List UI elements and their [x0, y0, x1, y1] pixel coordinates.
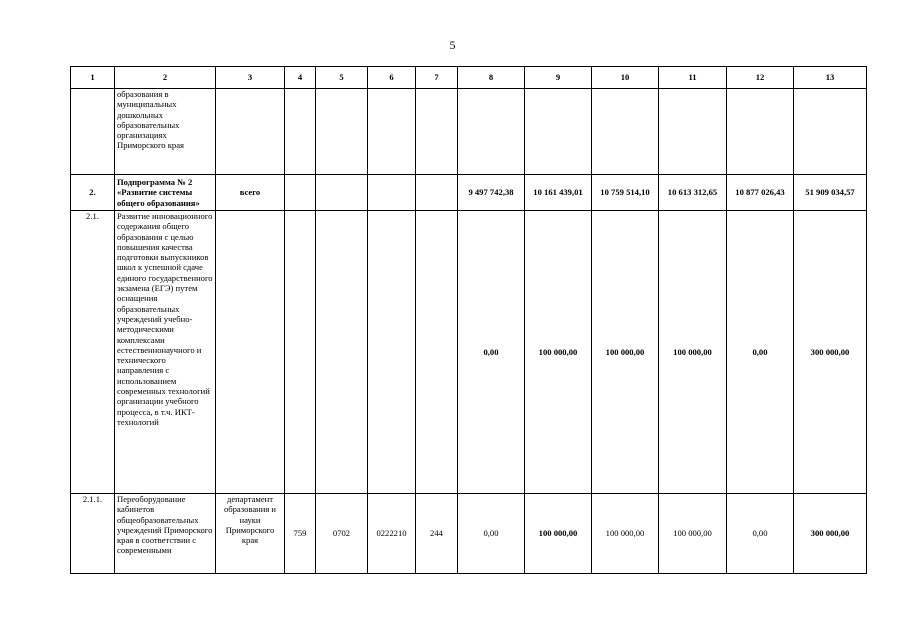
column-header: 3 — [216, 67, 285, 89]
cell-col4 — [285, 211, 316, 494]
cell-col8: 9 497 742,38 — [458, 175, 525, 211]
header-row — [71, 67, 867, 89]
cell-col8: 0,00 — [458, 211, 525, 494]
cell-col5 — [316, 175, 368, 211]
cell-col4 — [285, 89, 316, 175]
column-header: 6 — [368, 67, 416, 89]
row-name: образования в муниципальных дошкольных образовательных организациях Приморского края — [115, 89, 216, 175]
column-header: 5 — [316, 67, 368, 89]
cell-col13: 51 909 034,57 — [794, 175, 867, 211]
cell-col7: 244 — [416, 494, 458, 574]
cell-col13: 300 000,00 — [794, 494, 867, 574]
cell-col9: 100 000,00 — [525, 211, 592, 494]
column-header: 2 — [115, 67, 216, 89]
row-name: Развитие инновационного содержания общего образования с целью повышения качества подготовки выпускников школ к успешной сдаче единого государственного экзамена (ЕГЭ) путем оснащения образовательных учреждений учебно-методическими комплексами естественнонаучного и технического направления с использованием современных технологий организации учебного процесса, в т.ч. ИКТ-технологий — [115, 211, 216, 494]
cell-col4 — [285, 175, 316, 211]
column-header: 1 — [71, 67, 115, 89]
table-row — [71, 211, 867, 494]
cell-col13: 300 000,00 — [794, 211, 867, 494]
column-header: 10 — [592, 67, 659, 89]
cell-col4: 759 — [285, 494, 316, 574]
column-header: 9 — [525, 67, 592, 89]
cell-col10 — [592, 89, 659, 175]
cell-col9: 100 000,00 — [525, 494, 592, 574]
cell-col6 — [368, 211, 416, 494]
row-name: Переоборудование кабинетов общеобразовательных учреждений Приморского края в соответствии с современными — [115, 494, 216, 574]
cell-col10: 100 000,00 — [592, 211, 659, 494]
column-header: 8 — [458, 67, 525, 89]
column-header: 7 — [416, 67, 458, 89]
cell-col11 — [659, 89, 727, 175]
column-header: 11 — [659, 67, 727, 89]
cell-col12: 10 877 026,43 — [727, 175, 794, 211]
cell-col12: 0,00 — [727, 211, 794, 494]
row-number — [71, 89, 115, 175]
cell-col7 — [416, 175, 458, 211]
column-header: 4 — [285, 67, 316, 89]
row-number: 2. — [71, 175, 115, 211]
cell-col9: 10 161 439,01 — [525, 175, 592, 211]
cell-col12: 0,00 — [727, 494, 794, 574]
cell-col11: 100 000,00 — [659, 211, 727, 494]
table-row — [71, 494, 867, 574]
budget-table — [70, 66, 867, 574]
cell-col6 — [368, 175, 416, 211]
column-header: 13 — [794, 67, 867, 89]
cell-col10: 10 759 514,10 — [592, 175, 659, 211]
table-row — [71, 89, 867, 175]
row-executor — [216, 211, 285, 494]
cell-col7 — [416, 211, 458, 494]
column-header: 12 — [727, 67, 794, 89]
cell-col13 — [794, 89, 867, 175]
cell-col5: 0702 — [316, 494, 368, 574]
cell-col6: 0222210 — [368, 494, 416, 574]
page-number: 5 — [449, 38, 456, 52]
row-executor — [216, 89, 285, 175]
row-number: 2.1. — [71, 211, 115, 494]
cell-col10: 100 000,00 — [592, 494, 659, 574]
cell-col11: 10 613 312,65 — [659, 175, 727, 211]
cell-col9 — [525, 89, 592, 175]
cell-col5 — [316, 89, 368, 175]
cell-col12 — [727, 89, 794, 175]
cell-col5 — [316, 211, 368, 494]
cell-col8 — [458, 89, 525, 175]
row-name: Подпрограмма № 2 «Развитие системы общего образования» — [115, 175, 216, 211]
row-executor: департамент образования и науки Приморского края — [216, 494, 285, 574]
cell-col6 — [368, 89, 416, 175]
table-row — [71, 175, 867, 211]
cell-col7 — [416, 89, 458, 175]
row-executor: всего — [216, 175, 285, 211]
cell-col8: 0,00 — [458, 494, 525, 574]
cell-col11: 100 000,00 — [659, 494, 727, 574]
row-number: 2.1.1. — [71, 494, 115, 574]
